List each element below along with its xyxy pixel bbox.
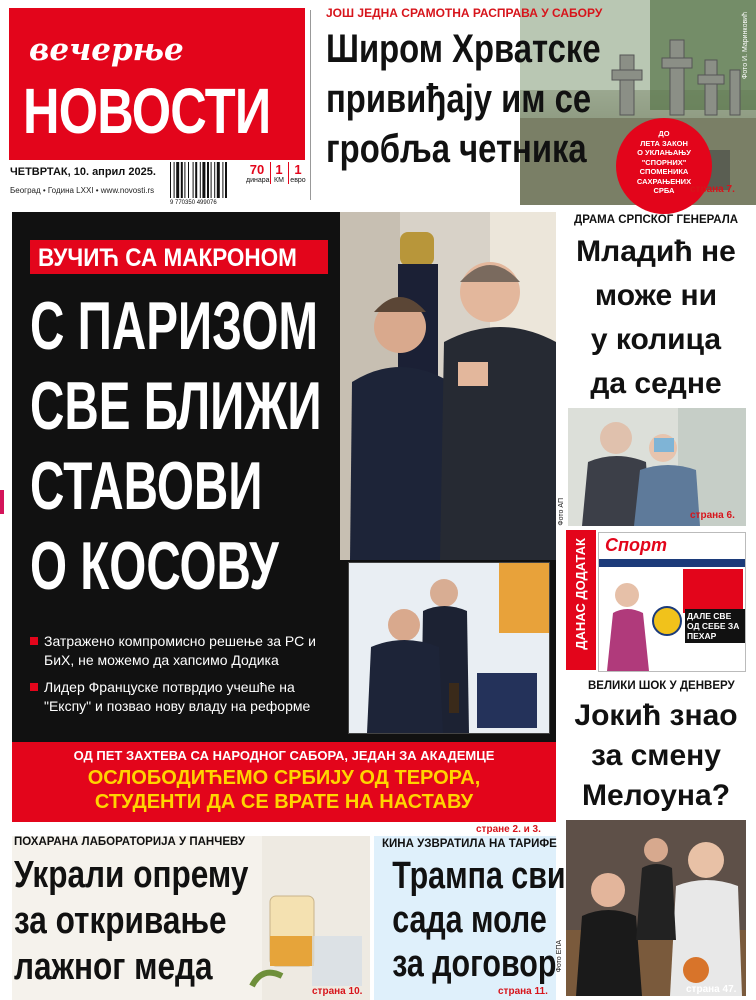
jokic-page-ref: страна 47. [686,984,737,995]
main-headline [30,286,447,606]
top-badge [616,118,712,214]
bullet-item [30,632,340,670]
top-page-ref: страна 7. [690,184,735,195]
mladic-headline-line: да седне [590,367,722,400]
issue-date: ЧЕТВРТАК, 10. април 2025. [10,166,156,178]
supplement-magazine [598,532,746,672]
jokic-headline-line: за смену [591,739,721,772]
price-dinar-value: 70 [249,162,265,177]
main-headline-line: СВЕ БЛИЖИ [30,368,322,444]
price-box [246,162,306,200]
price-euro-unit: евро [290,177,306,184]
honey-headline-line: лажног меда [14,946,213,988]
mladic-headline-line: може ни [594,279,718,312]
banner-top-text: ОД ПЕТ ЗАХТЕВА СА НАРОДНОГ САБОРА, ЈЕДАН ЗА АКАДЕМЦЕ [73,748,495,763]
honey-headline-line: Украли опрему [14,854,249,896]
mladic-headline-line: Младић не [576,235,736,268]
price-km [270,162,287,184]
jokic-headline-line: Мелоуна? [581,779,731,812]
issue-info: Београд • Година LXXI • www.novosti.rs [10,186,155,195]
bullet-square-icon [30,637,38,645]
badge-line: "СПОРНИХ" [641,157,687,167]
mag-headline: ДАЛЕ СВЕ ОД СЕБЕ ЗА ПЕХАР [685,609,745,643]
price-km-value: 1 [275,162,283,177]
honey-page-ref: страна 10. [312,986,363,997]
bullet-square-icon [30,683,38,691]
main-kicker: ВУЧИЋ СА МАКРОНОМ [38,244,297,272]
honey-headline-line: за откривање [14,900,227,942]
supplement-label-box [566,530,596,670]
main-kicker-box [30,240,328,274]
honey-headline [14,852,296,990]
badge-line: СПОМЕНИКА [639,167,689,176]
badge-line: СРБА [653,186,675,195]
trump-kicker: КИНА УЗВРАТИЛА НА ТАРИФЕ [382,838,557,850]
barcode-number: 9 770350 499076 [170,200,217,206]
honey-kicker: ПОХАРАНА ЛАБОРАТОРИЈА У ПАНЧЕВУ [14,836,246,848]
issn-strip [310,10,317,200]
jokic-headline [566,696,746,816]
top-headline-line: гробља четника [326,127,587,171]
top-kicker: ЈОШ ЈЕДНА СРАМОТНА РАСПРАВА У САБОРУ [326,6,603,20]
price-dinar [246,162,268,184]
masthead-logo [9,8,305,160]
price-euro [288,162,307,184]
top-headline-line: привиђају им се [326,77,592,121]
jokic-headline-line: Јокић знао [574,699,738,732]
trump-headline-line: за договор [392,943,557,985]
supplement-label: ДАНАС ДОДАТАК [573,538,588,650]
mladic-headline-line: у колица [590,323,722,356]
jokic-kicker: ВЕЛИКИ ШОК У ДЕНВЕРУ [588,680,735,692]
bullet-text: Затражено компромисно решење за РС и БиХ, не можемо да хапсимо Додика [44,633,316,668]
main-bullets [30,632,340,716]
trump-page-ref: страна 11. [498,986,548,997]
logo-small-text: вечерње [29,32,184,68]
logo-big-text: НОВОСТИ [23,75,271,147]
badge-line: ЛЕТА ЗАКОН [640,138,688,148]
jokic-photo-credit: Фото ЕПА [556,940,563,973]
price-euro-value: 1 [294,162,302,177]
top-headline [326,24,661,174]
mladic-photo [568,408,746,526]
trump-headline-line: Трампа сви [392,855,566,897]
badge-line: САХРАЊЕНИХ [636,176,692,186]
main-headline-line: О КОСОВУ [30,528,279,604]
edge-marker [0,490,4,514]
mladic-headline [566,230,746,406]
mag-title: Спорт [605,535,667,555]
bullet-text: Лидер Француске потврдио учешће на "Експу" и позвао нову владу на реформе [44,679,311,714]
main-headline-line: С ПАРИЗОМ [30,288,319,364]
jokic-photo [566,820,746,996]
photo-credit-top: Фото И. Маринковић [742,12,749,79]
main-headline-line: СТАВОВИ [30,448,263,524]
banner-main-line-1: ОСЛОБОДИЋЕМО СРБИЈУ ОД ТЕРОРА, [87,767,481,789]
price-km-unit: КМ [274,177,284,184]
trump-headline-line: сада моле [392,899,547,941]
mladic-photo-credit: Фото АП [558,498,565,526]
top-headline-line: Широм Хрватске [326,27,601,71]
bullet-item [30,678,340,716]
badge-line: О УКЛАЊАЊУ [637,148,691,157]
secondary-photo [348,562,550,734]
price-dinar-unit: динара [246,177,270,184]
banner-main-line-2: СТУДЕНТИ ДА СЕ ВРАТЕ НА НАСТАВУ [94,791,474,813]
main-page-ref: стране 2. и 3. [476,824,541,835]
demands-banner [12,742,556,822]
mladic-page-ref: страна 6. [690,510,735,521]
mladic-kicker: ДРАМА СРПСКОГ ГЕНЕРАЛА [574,214,739,226]
badge-line: ДО [658,129,670,138]
barcode [168,160,242,204]
